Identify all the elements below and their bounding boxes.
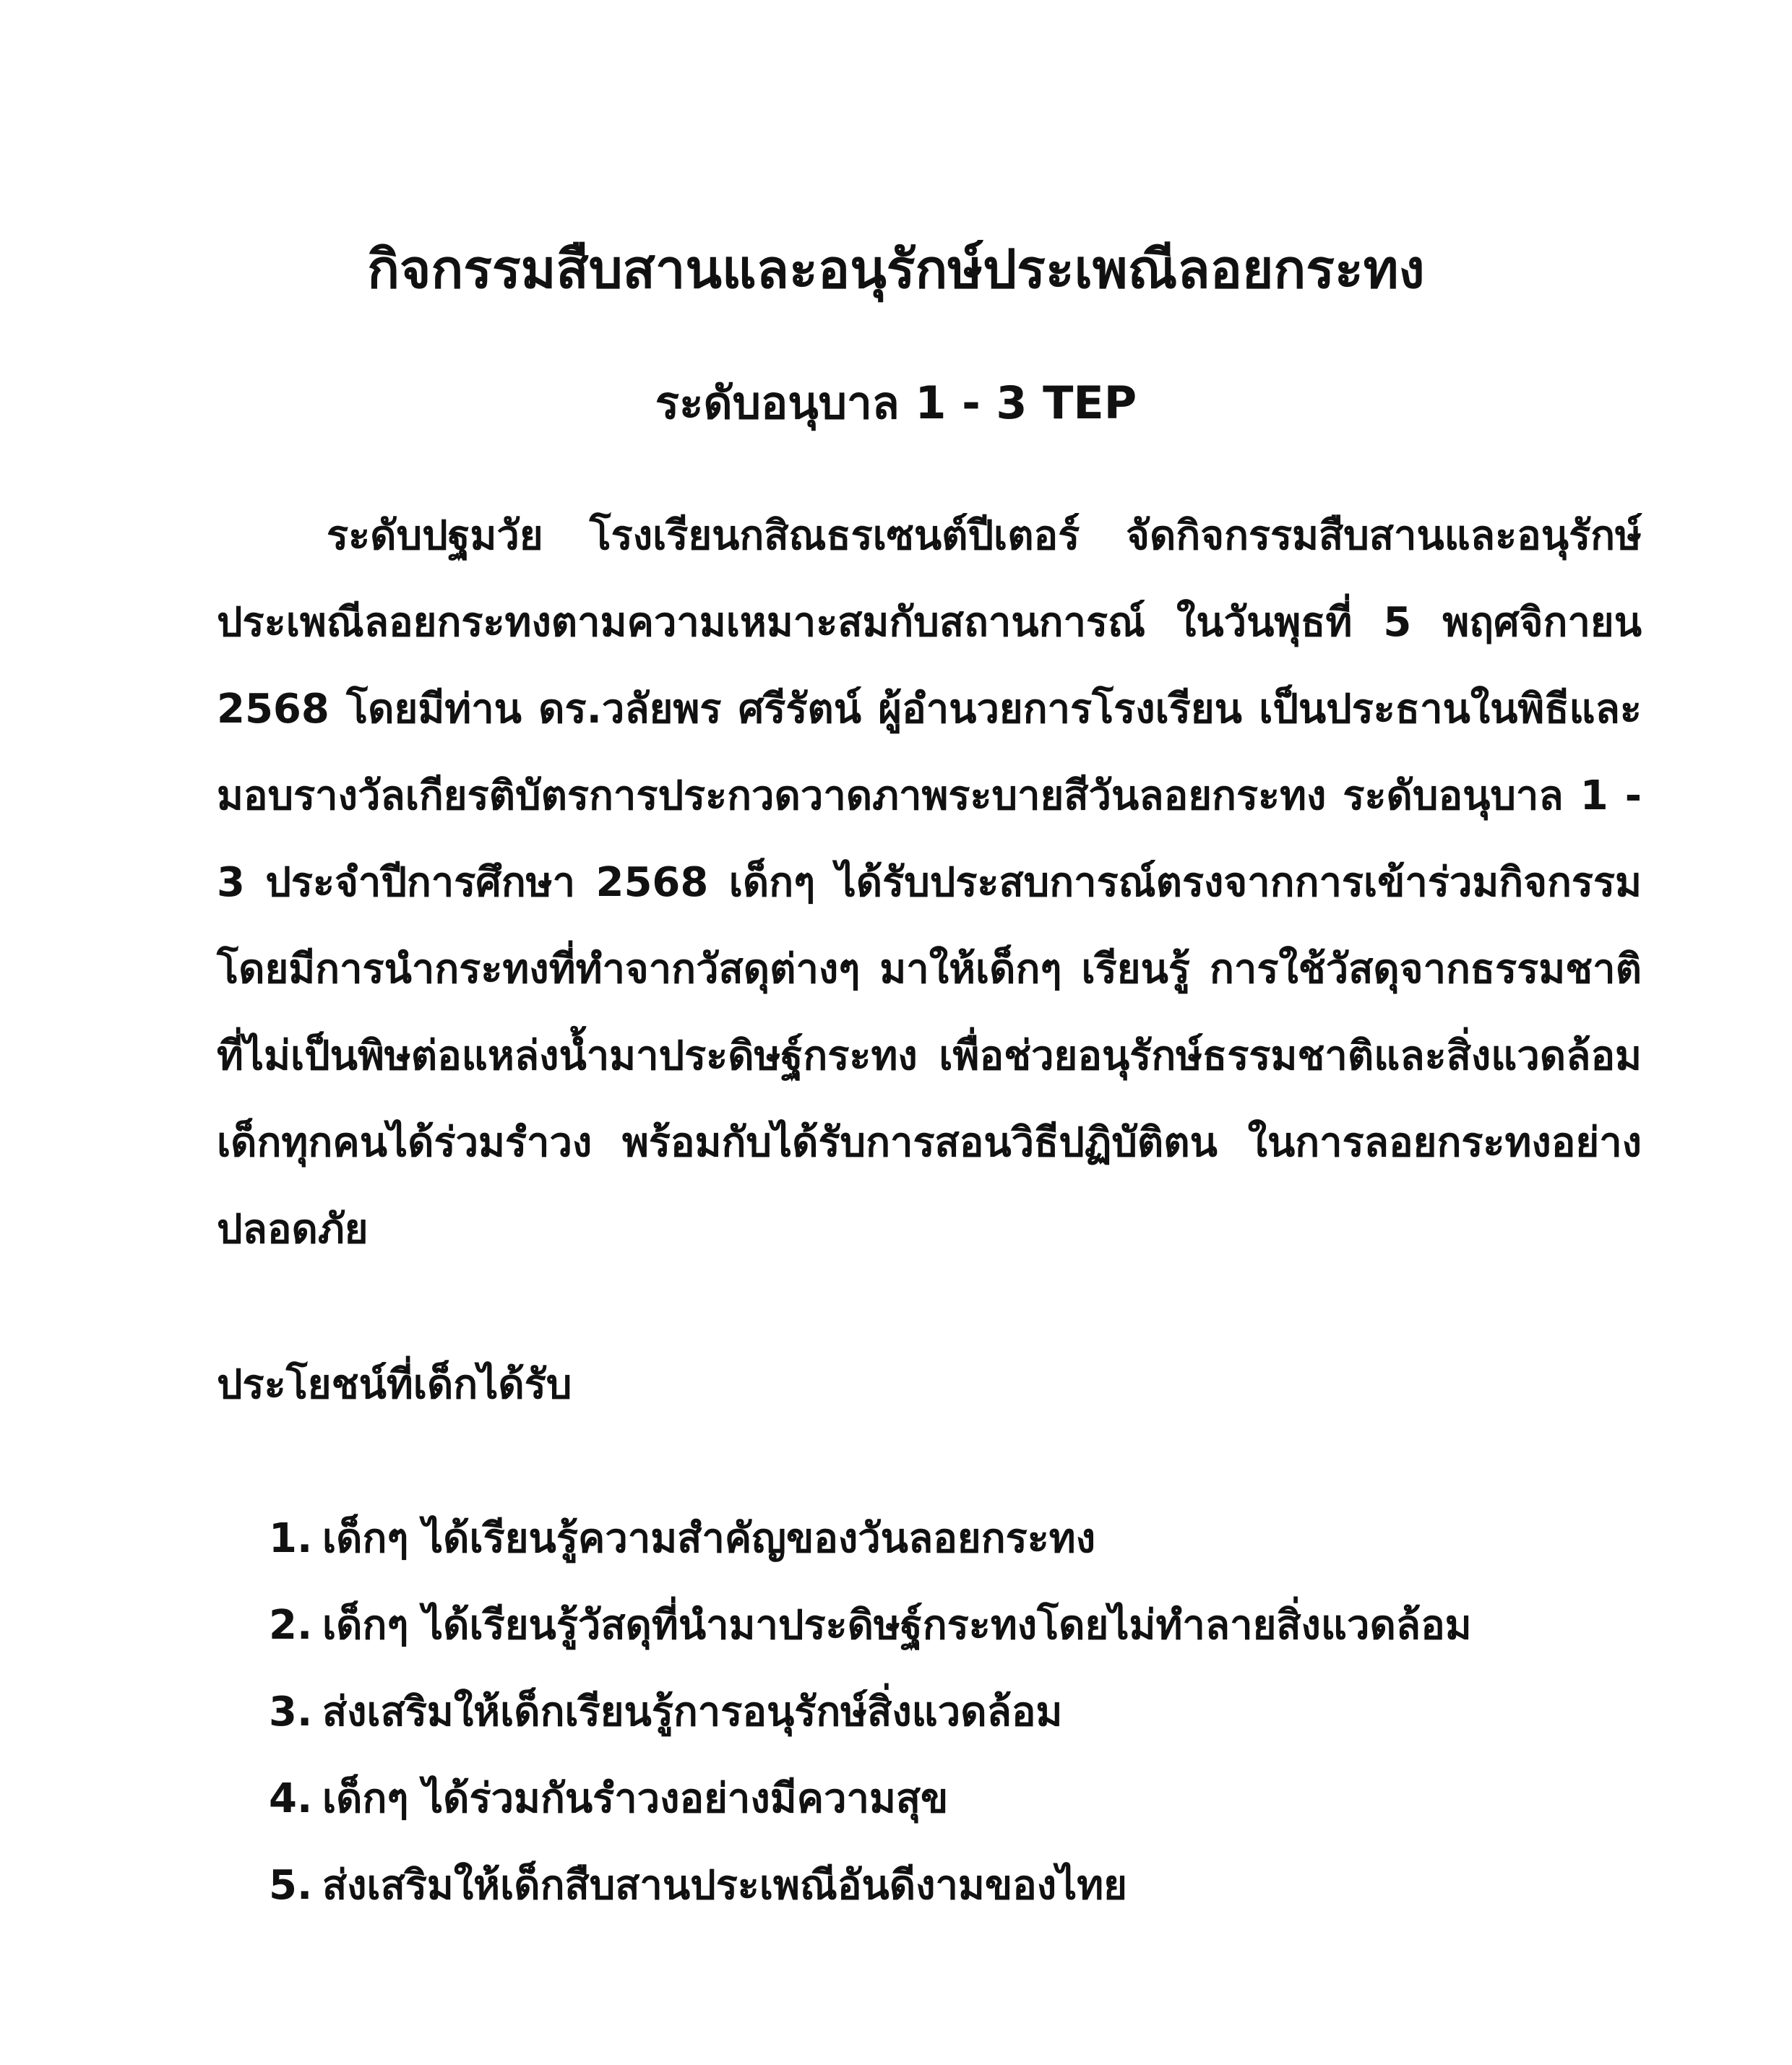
document-subtitle: ระดับอนุบาล 1 - 3 TEP bbox=[655, 376, 1137, 429]
benefits-list bbox=[269, 1496, 1642, 1929]
benefit-number: 1. bbox=[269, 1515, 313, 1562]
document-title: กิจกรรมสืบสานและอนุรักษ์ประเพณีลอยกระทง bbox=[367, 238, 1425, 301]
benefit-item-4 bbox=[269, 1756, 1642, 1842]
benefit-item-5 bbox=[269, 1842, 1642, 1929]
benefit-text: เด็กๆ ได้เรียนรู้ความสำคัญของวันลอยกระทง bbox=[322, 1515, 1096, 1562]
benefit-item-2 bbox=[269, 1582, 1642, 1669]
benefits-heading: ประโยชน์ที่เด็กได้รับ bbox=[217, 1361, 572, 1408]
benefit-number: 2. bbox=[269, 1602, 313, 1649]
benefit-text: เด็กๆ ได้ร่วมกันรำวงอย่างมีความสุข bbox=[322, 1775, 949, 1822]
benefit-item-1 bbox=[269, 1496, 1642, 1582]
body-paragraph: ระดับปฐมวัย โรงเรียนกสิณธรเซนต์ปีเตอร์ จัดกิจกรรมสืบสานและอนุรักษ์ประเพณีลอยกระทงตามความเหมาะสมกับสถานการณ์ ในวันพุธที่ 5 พฤศจิกายน 2568 โดยมีท่าน ดร.วลัยพร ศรีรัตน์ ผู้อำนวยการโรงเรียน เป็นประธานในพิธีและมอบรางวัลเกียรติบัตรการประกวดวาดภาพระบายสีวันลอยกระทง ระดับอนุบาล 1 - 3 ประจำปีการศึกษา 2568 เด็กๆ ได้รับประสบการณ์ตรงจากการเข้าร่วมกิจกรรม โดยมีการนำกระทงที่ทำจากวัสดุต่างๆ มาให้เด็กๆ เรียนรู้ การใช้วัสดุจากธรรมชาติ ที่ไม่เป็นพิษต่อแหล่งน้ำมาประดิษฐ์กระทง เพื่อช่วยอนุรักษ์ธรรมชาติและสิ่งแวดล้อม เด็กทุกคนได้ร่วมรำวง พร้อมกับได้รับการสอนวิธีปฏิบัติตน ในการลอยกระทงอย่างปลอดภัย bbox=[217, 512, 1642, 1253]
benefit-text: ส่งเสริมให้เด็กเรียนรู้การอนุรักษ์สิ่งแวดล้อม bbox=[322, 1689, 1063, 1736]
benefit-text: เด็กๆ ได้เรียนรู้วัสดุที่นำมาประดิษฐ์กระทงโดยไม่ทำลายสิ่งแวดล้อม bbox=[322, 1602, 1472, 1649]
benefit-text: ส่งเสริมให้เด็กสืบสานประเพณีอันดีงามของไทย bbox=[322, 1862, 1127, 1909]
benefit-number: 5. bbox=[269, 1862, 313, 1909]
benefit-number: 3. bbox=[269, 1689, 313, 1736]
benefit-number: 4. bbox=[269, 1775, 313, 1822]
benefit-item-3 bbox=[269, 1669, 1642, 1756]
